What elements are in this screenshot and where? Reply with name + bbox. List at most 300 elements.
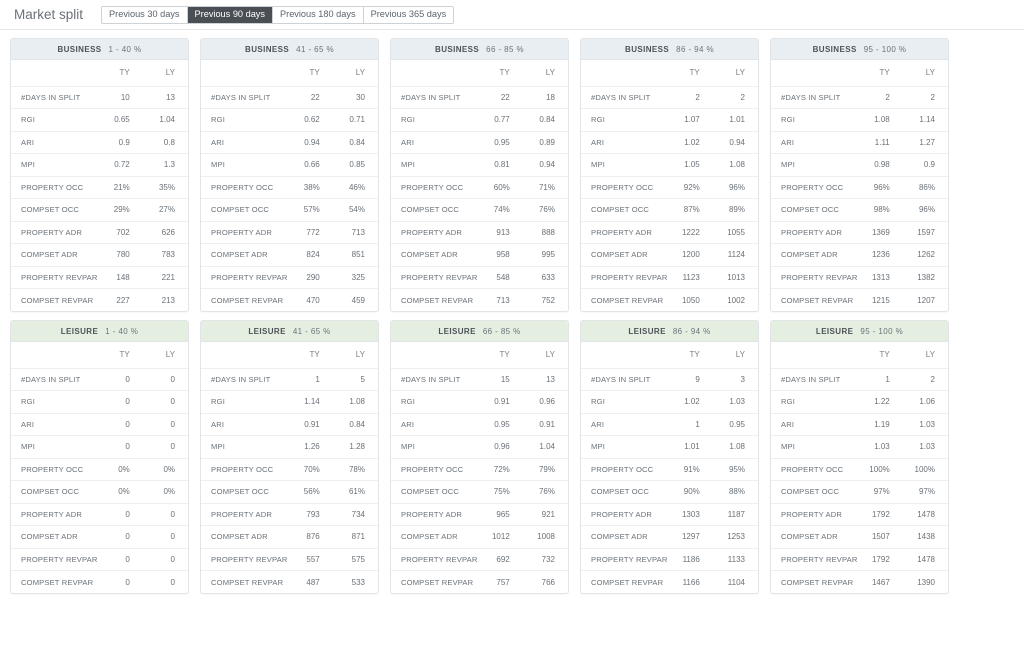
card-header <box>581 39 758 60</box>
table-row <box>11 571 188 594</box>
kpi-value-ty: 0.9 <box>98 131 143 154</box>
kpi-value-ty: 0.65 <box>98 109 143 132</box>
kpi-value-ly: 1207 <box>917 295 935 305</box>
kpi-value-ly: 1124 <box>713 244 758 267</box>
kpi-value-ty: 1222 <box>668 221 713 244</box>
kpi-value-ly: 1253 <box>713 526 758 549</box>
card-header <box>11 39 188 60</box>
kpi-value-ty: 75% <box>478 481 523 504</box>
card-range-label: 41 - 65 % <box>292 326 331 336</box>
kpi-metric-label: ARI <box>201 413 288 436</box>
kpi-value-ly: 2 <box>903 368 948 391</box>
table-row <box>581 289 758 312</box>
kpi-metric-label: #DAYS IN SPLIT <box>391 86 478 109</box>
kpi-header-ty: TY <box>98 60 143 86</box>
table-row <box>201 368 378 391</box>
kpi-metric-label: COMPSET OCC <box>581 199 668 222</box>
kpi-metric-label: PROPERTY REVPAR <box>201 548 288 571</box>
kpi-metric-label: COMPSET OCC <box>201 199 288 222</box>
kpi-metric-label: PROPERTY REVPAR <box>771 266 858 289</box>
kpi-value-ty: 1297 <box>668 526 713 549</box>
kpi-value-ty: 1 <box>668 413 713 436</box>
kpi-value-ty: 0 <box>98 503 143 526</box>
kpi-value-ty: 0.96 <box>478 436 523 459</box>
kpi-value-ly: 0.94 <box>713 131 758 154</box>
kpi-header-ly: LY <box>333 60 378 86</box>
card-segment-label: LEISURE <box>628 326 666 336</box>
kpi-value-ty: 0.66 <box>288 154 333 177</box>
card-header <box>11 321 188 342</box>
kpi-value-ty: 757 <box>496 577 510 587</box>
table-row <box>201 176 378 199</box>
kpi-table <box>201 60 378 311</box>
kpi-value-ty: 0.95 <box>478 131 523 154</box>
table-row <box>771 503 948 526</box>
kpi-value-ly: 1002 <box>727 295 745 305</box>
table-row <box>11 154 188 177</box>
kpi-header-ty: TY <box>478 60 523 86</box>
card-segment-label: BUSINESS <box>245 44 290 54</box>
kpi-value-ty: 0.91 <box>288 413 333 436</box>
kpi-metric-label: COMPSET REVPAR <box>401 295 474 305</box>
table-row <box>391 368 568 391</box>
kpi-metric-label: RGI <box>391 391 478 414</box>
kpi-header-ly: LY <box>143 60 188 86</box>
kpi-value-ly: 871 <box>333 526 378 549</box>
kpi-value-ty: 1.26 <box>288 436 333 459</box>
kpi-metric-label: MPI <box>581 154 668 177</box>
kpi-value-ly: 54% <box>333 199 378 222</box>
kpi-metric-label: COMPSET ADR <box>11 526 98 549</box>
kpi-metric-label: COMPSET ADR <box>11 244 98 267</box>
table-row <box>391 154 568 177</box>
kpi-metric-label: MPI <box>771 154 858 177</box>
table-row <box>581 368 758 391</box>
table-row <box>11 266 188 289</box>
table-row <box>771 266 948 289</box>
page-header <box>0 0 1024 30</box>
table-row <box>391 571 568 594</box>
kpi-value-ly: 2 <box>903 86 948 109</box>
kpi-value-ly: 76% <box>523 481 568 504</box>
kpi-value-ty: 0% <box>98 481 143 504</box>
kpi-metric-label: ARI <box>11 131 98 154</box>
kpi-value-ly: 0 <box>143 436 188 459</box>
kpi-value-ty: 0 <box>98 526 143 549</box>
kpi-value-ly: 325 <box>333 266 378 289</box>
kpi-value-ly: 78% <box>333 458 378 481</box>
table-row <box>771 436 948 459</box>
kpi-value-ly: 0.95 <box>713 413 758 436</box>
kpi-value-ty: 1467 <box>871 577 890 587</box>
market-split-card <box>10 320 189 594</box>
kpi-metric-label: PROPERTY ADR <box>201 221 288 244</box>
kpi-metric-label: COMPSET REVPAR <box>591 295 664 305</box>
table-row <box>771 289 948 312</box>
kpi-metric-label: #DAYS IN SPLIT <box>11 86 98 109</box>
kpi-header-ly: LY <box>903 60 948 86</box>
kpi-value-ly: 1055 <box>713 221 758 244</box>
kpi-value-ty: 0.81 <box>478 154 523 177</box>
kpi-header-spacer <box>771 60 858 86</box>
table-row <box>771 154 948 177</box>
table-row <box>391 481 568 504</box>
kpi-metric-label: RGI <box>771 391 858 414</box>
table-row <box>771 368 948 391</box>
market-split-card <box>770 320 949 594</box>
table-row <box>391 221 568 244</box>
kpi-header-ly: LY <box>523 60 568 86</box>
kpi-metric-label: PROPERTY REVPAR <box>201 266 288 289</box>
kpi-value-ly: 533 <box>351 577 365 587</box>
card-segment-label: BUSINESS <box>812 44 857 54</box>
kpi-value-ly: 0 <box>143 368 188 391</box>
kpi-value-ty: 0 <box>98 391 143 414</box>
kpi-value-ly: 1.03 <box>903 436 948 459</box>
kpi-value-ty: 1303 <box>668 503 713 526</box>
kpi-value-ly: 575 <box>333 548 378 571</box>
kpi-value-ly: 13 <box>523 368 568 391</box>
kpi-value-ty: 824 <box>288 244 333 267</box>
kpi-metric-label: COMPSET ADR <box>581 526 668 549</box>
market-split-card <box>10 38 189 312</box>
kpi-metric-label: PROPERTY OCC <box>391 176 478 199</box>
kpi-metric-label: ARI <box>11 413 98 436</box>
table-row <box>391 436 568 459</box>
kpi-value-ty: 548 <box>478 266 523 289</box>
kpi-value-ly: 626 <box>143 221 188 244</box>
kpi-value-ty: 60% <box>478 176 523 199</box>
kpi-metric-label: PROPERTY OCC <box>771 176 858 199</box>
card-header <box>201 39 378 60</box>
table-row <box>581 391 758 414</box>
kpi-value-ty: 1 <box>858 368 903 391</box>
kpi-metric-label: COMPSET REVPAR <box>21 577 94 587</box>
card-header <box>201 321 378 342</box>
kpi-value-ty: 1 <box>288 368 333 391</box>
market-split-grid <box>0 30 1024 594</box>
kpi-metric-label: RGI <box>581 391 668 414</box>
kpi-table <box>581 342 758 593</box>
kpi-header-spacer <box>201 342 288 368</box>
kpi-metric-label: COMPSET OCC <box>391 481 478 504</box>
kpi-metric-label: PROPERTY ADR <box>771 503 858 526</box>
market-split-card <box>200 320 379 594</box>
kpi-value-ty: 29% <box>98 199 143 222</box>
kpi-value-ty: 96% <box>858 176 903 199</box>
kpi-header-ty: TY <box>288 342 333 368</box>
table-row <box>771 176 948 199</box>
market-split-card <box>200 38 379 312</box>
table-row <box>201 131 378 154</box>
table-row <box>771 244 948 267</box>
kpi-value-ty: 702 <box>98 221 143 244</box>
kpi-metric-label: PROPERTY OCC <box>11 176 98 199</box>
kpi-value-ty: 1200 <box>668 244 713 267</box>
card-header <box>391 39 568 60</box>
table-row <box>11 458 188 481</box>
table-row <box>11 548 188 571</box>
table-row <box>391 391 568 414</box>
kpi-value-ty: 290 <box>288 266 333 289</box>
kpi-value-ly: 1.04 <box>523 436 568 459</box>
kpi-value-ty: 92% <box>668 176 713 199</box>
table-row <box>391 458 568 481</box>
kpi-value-ly: 0.9 <box>903 154 948 177</box>
market-split-card <box>390 38 569 312</box>
kpi-header-spacer <box>391 60 478 86</box>
kpi-value-ly: 35% <box>143 176 188 199</box>
table-row <box>201 154 378 177</box>
kpi-value-ly: 86% <box>903 176 948 199</box>
kpi-value-ly: 1.14 <box>903 109 948 132</box>
kpi-value-ly: 1.27 <box>903 131 948 154</box>
kpi-value-ty: 470 <box>306 295 320 305</box>
table-row <box>581 458 758 481</box>
kpi-value-ty: 90% <box>668 481 713 504</box>
kpi-value-ty: 21% <box>98 176 143 199</box>
market-split-card <box>390 320 569 594</box>
kpi-value-ty: 87% <box>668 199 713 222</box>
table-row <box>11 391 188 414</box>
table-row <box>771 86 948 109</box>
kpi-table-header <box>11 342 188 368</box>
kpi-value-ly: 88% <box>713 481 758 504</box>
kpi-value-ly: 0.91 <box>523 413 568 436</box>
range-tab-3[interactable]: Previous 365 days <box>364 7 454 23</box>
kpi-table-header <box>581 342 758 368</box>
page-title: Market split <box>14 7 84 22</box>
kpi-value-ty: 1313 <box>858 266 903 289</box>
card-segment-label: LEISURE <box>438 326 476 336</box>
kpi-metric-label: COMPSET OCC <box>391 199 478 222</box>
kpi-metric-label: COMPSET ADR <box>581 244 668 267</box>
kpi-metric-label: COMPSET ADR <box>201 244 288 267</box>
table-row <box>581 199 758 222</box>
kpi-value-ly: 61% <box>333 481 378 504</box>
kpi-value-ty: 965 <box>478 503 523 526</box>
kpi-value-ly: 995 <box>523 244 568 267</box>
kpi-table <box>391 60 568 311</box>
kpi-metric-label: #DAYS IN SPLIT <box>581 368 668 391</box>
table-row <box>391 131 568 154</box>
kpi-metric-label: #DAYS IN SPLIT <box>391 368 478 391</box>
kpi-value-ly: 459 <box>351 295 365 305</box>
table-row <box>581 436 758 459</box>
kpi-value-ly: 888 <box>523 221 568 244</box>
kpi-value-ly: 76% <box>523 199 568 222</box>
card-range-label: 1 - 40 % <box>108 44 142 54</box>
table-row <box>201 86 378 109</box>
table-row <box>391 548 568 571</box>
kpi-table-header <box>11 60 188 86</box>
kpi-value-ty: 74% <box>478 199 523 222</box>
kpi-value-ly: 1.04 <box>143 109 188 132</box>
table-row <box>11 221 188 244</box>
table-row <box>391 199 568 222</box>
kpi-value-ly: 1.08 <box>713 436 758 459</box>
kpi-value-ly: 0.85 <box>333 154 378 177</box>
kpi-metric-label: RGI <box>201 391 288 414</box>
kpi-metric-label: ARI <box>391 413 478 436</box>
leisure-card-row <box>10 320 1014 594</box>
kpi-metric-label: PROPERTY REVPAR <box>581 548 668 571</box>
kpi-metric-label: COMPSET OCC <box>771 481 858 504</box>
kpi-value-ly: 0 <box>143 548 188 571</box>
kpi-header-ty: TY <box>858 342 903 368</box>
kpi-value-ty: 1792 <box>858 548 903 571</box>
kpi-metric-label: PROPERTY ADR <box>11 221 98 244</box>
kpi-header-ly: LY <box>713 342 758 368</box>
kpi-value-ty: 1.22 <box>858 391 903 414</box>
card-segment-label: LEISURE <box>815 326 854 336</box>
kpi-value-ly: 783 <box>143 244 188 267</box>
kpi-table <box>11 60 188 311</box>
kpi-value-ly: 221 <box>143 266 188 289</box>
kpi-value-ly: 1478 <box>903 548 948 571</box>
table-row <box>11 503 188 526</box>
kpi-value-ly: 1262 <box>903 244 948 267</box>
date-range-tabs[interactable] <box>101 6 454 24</box>
kpi-metric-label: MPI <box>771 436 858 459</box>
kpi-table-header <box>201 342 378 368</box>
kpi-metric-label: COMPSET ADR <box>391 244 478 267</box>
kpi-metric-label: COMPSET ADR <box>391 526 478 549</box>
table-row <box>771 109 948 132</box>
kpi-metric-label: RGI <box>771 109 858 132</box>
card-range-label: 86 - 94 % <box>676 44 714 54</box>
table-row <box>391 289 568 312</box>
kpi-value-ty: 1166 <box>682 577 700 587</box>
kpi-value-ty: 1.02 <box>668 131 713 154</box>
kpi-value-ty: 98% <box>858 199 903 222</box>
kpi-value-ty: 0 <box>98 436 143 459</box>
kpi-metric-label: PROPERTY OCC <box>201 176 288 199</box>
range-tab-1[interactable]: Previous 90 days <box>188 7 273 23</box>
card-segment-label: LEISURE <box>248 326 286 336</box>
kpi-metric-label: PROPERTY OCC <box>771 458 858 481</box>
table-row <box>581 109 758 132</box>
kpi-value-ly: 0.71 <box>333 109 378 132</box>
table-row <box>771 548 948 571</box>
table-row <box>581 481 758 504</box>
kpi-header-spacer <box>581 342 668 368</box>
kpi-metric-label: MPI <box>391 154 478 177</box>
kpi-value-ly: 0.84 <box>333 131 378 154</box>
kpi-value-ly: 27% <box>143 199 188 222</box>
kpi-metric-label: RGI <box>581 109 668 132</box>
kpi-value-ly: 0.84 <box>523 109 568 132</box>
kpi-value-ty: 22 <box>478 86 523 109</box>
kpi-value-ly: 13 <box>143 86 188 109</box>
kpi-metric-label: PROPERTY ADR <box>771 221 858 244</box>
kpi-value-ty: 91% <box>668 458 713 481</box>
table-row <box>201 436 378 459</box>
business-card-row <box>10 38 1014 312</box>
kpi-header-ly: LY <box>903 342 948 368</box>
table-row <box>581 526 758 549</box>
range-tab-0[interactable]: Previous 30 days <box>102 7 187 23</box>
kpi-header-ly: LY <box>143 342 188 368</box>
kpi-value-ty: 713 <box>496 295 510 305</box>
table-row <box>391 176 568 199</box>
kpi-value-ty: 1369 <box>858 221 903 244</box>
kpi-value-ty: 1.03 <box>858 436 903 459</box>
card-segment-label: BUSINESS <box>625 44 670 54</box>
kpi-table <box>771 60 948 311</box>
table-row <box>11 481 188 504</box>
kpi-metric-label: PROPERTY REVPAR <box>391 266 478 289</box>
kpi-metric-label: COMPSET ADR <box>771 526 858 549</box>
table-row <box>11 368 188 391</box>
kpi-value-ly: 1.28 <box>333 436 378 459</box>
kpi-value-ty: 1.19 <box>858 413 903 436</box>
table-row <box>581 266 758 289</box>
kpi-value-ly: 1.08 <box>333 391 378 414</box>
card-header <box>391 321 568 342</box>
kpi-table <box>771 342 948 593</box>
kpi-header-ly: LY <box>713 60 758 86</box>
card-range-label: 95 - 100 % <box>860 326 904 336</box>
table-row <box>201 548 378 571</box>
kpi-metric-label: COMPSET REVPAR <box>211 295 284 305</box>
kpi-value-ly: 713 <box>333 221 378 244</box>
kpi-header-ty: TY <box>478 342 523 368</box>
kpi-value-ty: 148 <box>98 266 143 289</box>
kpi-value-ly: 1133 <box>713 548 758 571</box>
table-row <box>11 176 188 199</box>
kpi-metric-label: PROPERTY REVPAR <box>391 548 478 571</box>
kpi-value-ly: 97% <box>903 481 948 504</box>
kpi-metric-label: COMPSET REVPAR <box>591 577 664 587</box>
kpi-value-ty: 487 <box>306 577 320 587</box>
kpi-value-ty: 1186 <box>668 548 713 571</box>
kpi-value-ly: 0 <box>143 413 188 436</box>
table-row <box>11 289 188 312</box>
kpi-metric-label: PROPERTY REVPAR <box>771 548 858 571</box>
card-range-label: 1 - 40 % <box>105 326 139 336</box>
table-row <box>771 221 948 244</box>
table-row <box>771 413 948 436</box>
table-row <box>581 413 758 436</box>
kpi-metric-label: COMPSET OCC <box>201 481 288 504</box>
range-tab-2[interactable]: Previous 180 days <box>273 7 364 23</box>
kpi-value-ly: 100% <box>903 458 948 481</box>
kpi-value-ly: 766 <box>541 577 555 587</box>
kpi-metric-label: #DAYS IN SPLIT <box>771 368 858 391</box>
table-row <box>581 244 758 267</box>
kpi-value-ty: 1050 <box>681 295 700 305</box>
kpi-value-ty: 1.05 <box>668 154 713 177</box>
kpi-value-ty: 1.01 <box>668 436 713 459</box>
kpi-value-ty: 0 <box>98 548 143 571</box>
kpi-value-ty: 2 <box>668 86 713 109</box>
kpi-value-ty: 0.94 <box>288 131 333 154</box>
kpi-value-ty: 1123 <box>668 266 713 289</box>
kpi-value-ly: 18 <box>523 86 568 109</box>
kpi-metric-label: PROPERTY ADR <box>581 503 668 526</box>
kpi-value-ty: 1215 <box>871 295 890 305</box>
market-split-card <box>770 38 949 312</box>
kpi-metric-label: MPI <box>11 154 98 177</box>
kpi-value-ty: 780 <box>98 244 143 267</box>
kpi-value-ty: 2 <box>858 86 903 109</box>
card-range-label: 66 - 85 % <box>482 326 521 336</box>
kpi-metric-label: COMPSET OCC <box>11 481 98 504</box>
kpi-metric-label: MPI <box>201 436 288 459</box>
kpi-metric-label: PROPERTY OCC <box>581 458 668 481</box>
table-row <box>11 86 188 109</box>
